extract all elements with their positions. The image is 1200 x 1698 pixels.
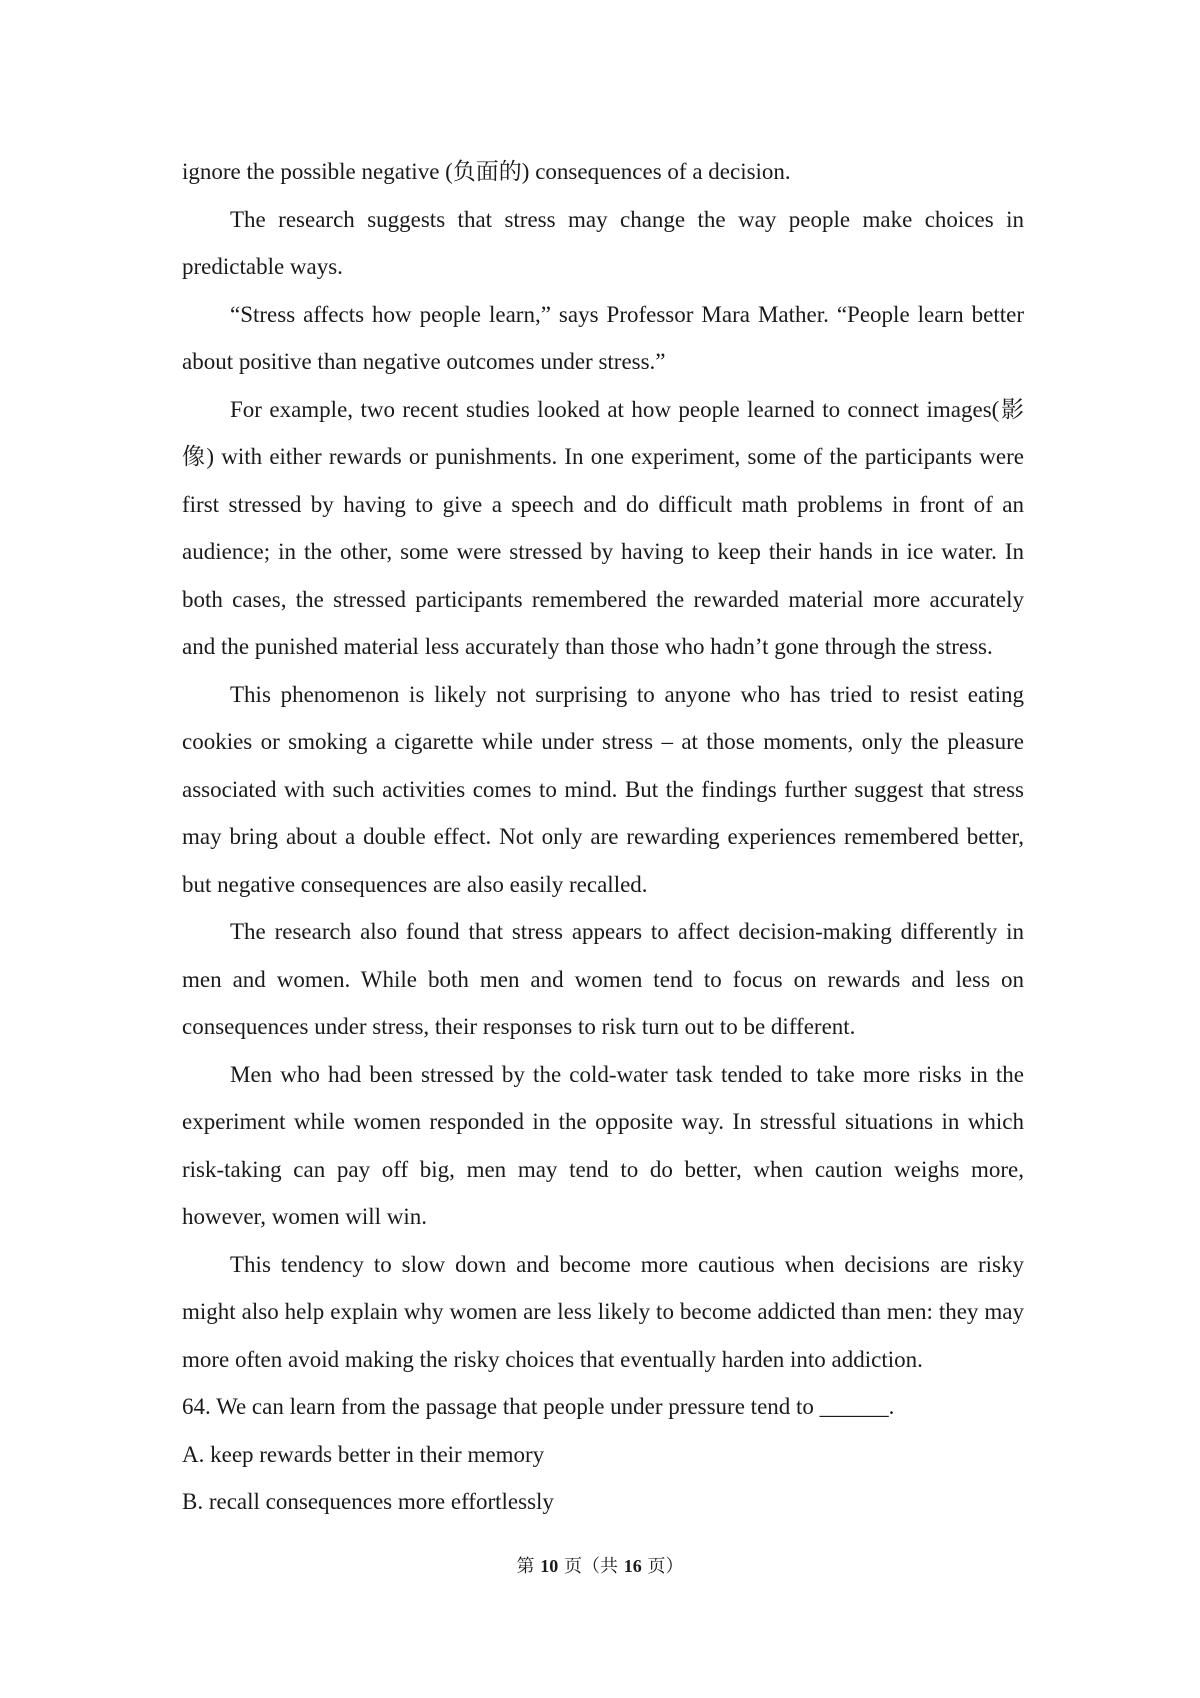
paragraph: This tendency to slow down and become more cautious when decisions are risky might also help explain why women are less likely to become addicted than men: they may more often avoid making the risky choices that eventually harden into addiction. — [182, 1251, 1024, 1372]
footer-prefix: 第 — [516, 1556, 541, 1577]
footer-page-number: 10 — [540, 1556, 559, 1576]
paragraph: For example, two recent studies looked at how people learned to connect images(影像) with either rewards or punishments. In one experiment, some of the participants were first stressed by having to give a speech and do difficult math problems in front of an audience; in the other, some were stressed by having to keep their hands in ice water. In both cases, the stressed participants remembered the rewarded material more accurately and the punished material less accurately than those who hadn’t gone through the stress. — [182, 396, 1024, 659]
page-footer — [0, 1552, 1200, 1578]
question-64: 64. We can learn from the passage that people under pressure tend to ______. — [182, 1394, 895, 1419]
paragraph: The research suggests that stress may change the way people make choices in predictable ways. — [182, 206, 1024, 279]
footer-suffix: 页） — [641, 1556, 684, 1577]
paragraph: “Stress affects how people learn,” says Professor Mara Mather. “People learn better about positive than negative outcomes under stress.” — [182, 301, 1024, 374]
option-b[interactable]: B. recall consequences more effortlessly — [182, 1489, 554, 1514]
paragraph: Men who had been stressed by the cold-water task tended to take more risks in the experiment while women responded in the opposite way. In stressful situations in which risk-taking can pay off big, men may tend to do better, when caution weighs more, however, women will win. — [182, 1061, 1024, 1229]
document-body — [182, 148, 1024, 1526]
footer-middle: 页（共 — [558, 1556, 624, 1577]
paragraph: The research also found that stress appears to affect decision-making differently in men and women. While both men and women tend to focus on rewards and less on consequences under stress, their responses to risk turn out to be different. — [182, 919, 1024, 1039]
footer-total-pages: 16 — [623, 1556, 642, 1576]
option-a[interactable]: A. keep rewards better in their memory — [182, 1441, 545, 1467]
paragraph: This phenomenon is likely not surprising to anyone who has tried to resist eating cookies or smoking a cigarette while under stress – at those moments, only the pleasure associated with such activities comes to mind. But the findings further suggest that stress may bring about a double effect. Not only are rewarding experiences remembered better, but negative consequences are also easily recalled. — [182, 681, 1024, 897]
paragraph-continuation: ignore the possible negative (负面的) consequences of a decision. — [182, 159, 791, 184]
